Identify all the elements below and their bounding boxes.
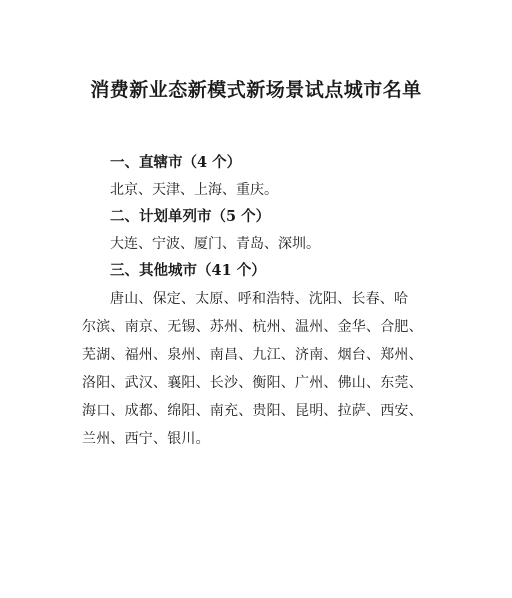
- section-heading-municipalities: 一、直辖市（4 个）: [110, 154, 242, 171]
- other-cities-line: 唐山、保定、太原、呼和浩特、沈阳、长春、哈: [110, 291, 409, 307]
- section-body-municipalities: 北京、天津、上海、重庆。: [110, 182, 278, 198]
- other-cities-line: 兰州、西宁、银川。: [82, 431, 210, 447]
- section-heading-other-cities: 三、其他城市（41 个）: [110, 262, 266, 279]
- other-cities-line: 尔滨、南京、无锡、苏州、杭州、温州、金华、合肥、: [82, 319, 423, 335]
- other-cities-line: 海口、成都、绵阳、南充、贵阳、昆明、拉萨、西安、: [82, 403, 423, 419]
- section-heading-separately-planned-cities: 二、计划单列市（5 个）: [110, 208, 271, 225]
- other-cities-line: 芜湖、福州、泉州、南昌、九江、济南、烟台、郑州、: [82, 347, 423, 363]
- document-title: 消费新业态新模式新场景试点城市名单: [90, 79, 422, 101]
- other-cities-line: 洛阳、武汉、襄阳、长沙、衡阳、广州、佛山、东莞、: [82, 375, 423, 391]
- section-body-separately-planned-cities: 大连、宁波、厦门、青岛、深圳。: [110, 236, 320, 252]
